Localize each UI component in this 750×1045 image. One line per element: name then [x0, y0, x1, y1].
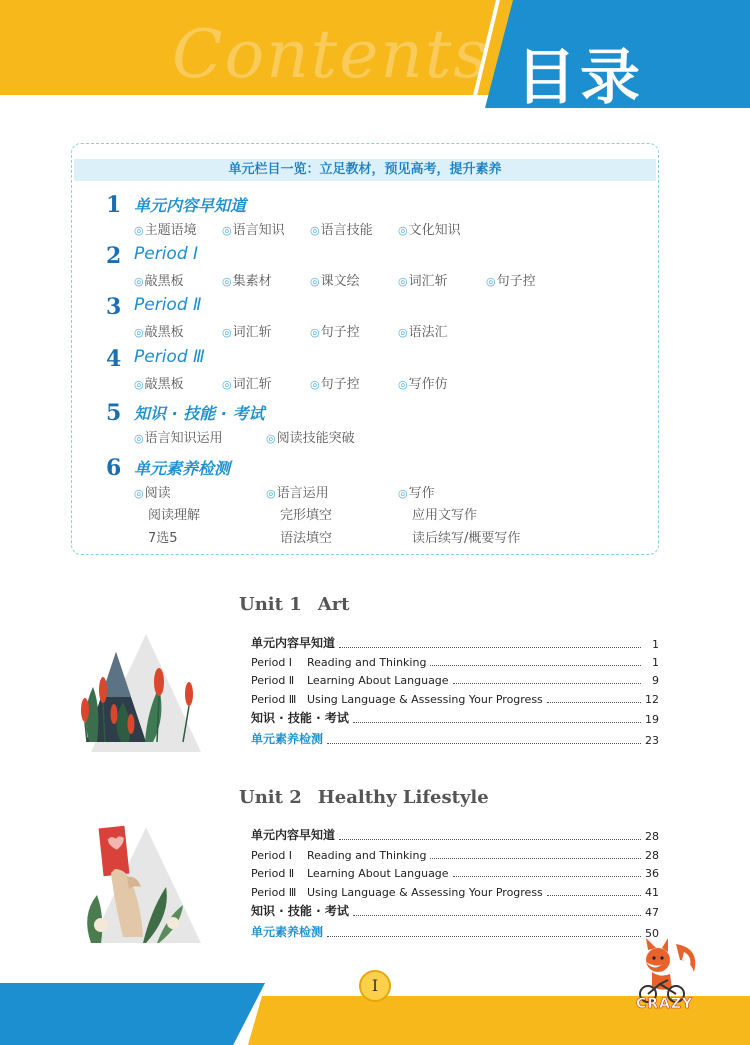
toc-period: Period Ⅱ — [251, 674, 295, 687]
toc-period: Period Ⅰ — [251, 849, 293, 862]
bullet-icon: ◎ — [398, 326, 408, 339]
list-item: ◎词汇斩 — [398, 274, 448, 289]
section-items — [134, 373, 654, 391]
toc-label: Period Ⅲ Using Language & Assessing Your Progress — [251, 886, 543, 899]
toc-row[interactable] — [251, 712, 659, 726]
unit-2-title — [239, 787, 489, 808]
bullet-icon: ◎ — [398, 487, 408, 500]
toc-page: 50 — [645, 927, 659, 940]
section-items — [134, 482, 654, 500]
bullet-icon: ◎ — [222, 275, 232, 288]
toc-label: 单元内容早知道 — [251, 828, 336, 842]
toc-page: 47 — [645, 906, 659, 919]
list-item: ◎句子控 — [310, 377, 360, 392]
toc-label: 知识 · 技能 · 考试 — [251, 904, 349, 918]
page-header — [0, 0, 750, 110]
list-item: ◎敲黑板 — [134, 325, 184, 340]
toc-period: Period Ⅱ — [251, 867, 295, 880]
list-item: ◎写作 — [398, 486, 435, 501]
bullet-icon: ◎ — [266, 432, 276, 445]
section-number: 6 — [106, 455, 122, 481]
leader-dots — [339, 839, 641, 840]
list-item: ◎句子控 — [486, 274, 536, 289]
unit-label: Unit 1 — [239, 594, 302, 615]
bullet-icon: ◎ — [310, 224, 320, 237]
footer-blue-band — [0, 983, 265, 1045]
toc-label: 单元素养检测 — [251, 732, 324, 746]
list-item: ◎语言技能 — [310, 223, 373, 238]
toc-row[interactable] — [251, 733, 659, 747]
leader-dots — [547, 702, 641, 703]
toc-label: 单元内容早知道 — [251, 636, 336, 650]
list-item: ◎敲黑板 — [134, 274, 184, 289]
leader-dots — [353, 915, 641, 916]
overview-heading: 单元栏目一览：立足教材，预见高考，提升素养 — [74, 159, 656, 181]
unit-2-illustration — [71, 825, 201, 945]
leader-dots — [453, 683, 641, 684]
toc-row[interactable] — [251, 885, 659, 899]
toc-row[interactable] — [251, 637, 659, 651]
sub-item: 语法填空 — [280, 531, 333, 546]
toc-label: Period Ⅰ Reading and Thinking — [251, 656, 427, 669]
list-item: ◎阅读技能突破 — [266, 431, 355, 446]
toc-row[interactable] — [251, 926, 659, 940]
leader-dots — [430, 858, 641, 859]
bullet-icon: ◎ — [398, 378, 408, 391]
toc-row[interactable] — [251, 829, 659, 843]
toc-row[interactable] — [251, 655, 659, 669]
section-items — [134, 321, 654, 339]
bullet-icon: ◎ — [222, 378, 232, 391]
list-item: ◎写作仿 — [398, 377, 448, 392]
toc-page: 23 — [645, 734, 659, 747]
leader-dots — [353, 722, 641, 723]
section-number: 4 — [106, 346, 122, 372]
toc-label: 知识 · 技能 · 考试 — [251, 711, 349, 725]
section-title: Period Ⅱ — [134, 295, 202, 315]
toc-period: Period Ⅲ — [251, 693, 297, 706]
toc-period: Period Ⅲ — [251, 886, 297, 899]
toc-row[interactable] — [251, 866, 659, 880]
sub-item: 读后续写/概要写作 — [412, 531, 521, 546]
list-item: ◎集素材 — [222, 274, 272, 289]
leader-dots — [339, 647, 641, 648]
list-item: ◎语法汇 — [398, 325, 448, 340]
toc-label: Period Ⅲ Using Language & Assessing Your Progress — [251, 693, 543, 706]
list-item: ◎敲黑板 — [134, 377, 184, 392]
section-title: Period Ⅰ — [134, 244, 199, 264]
unit-1-title — [239, 594, 350, 615]
list-item: ◎语言知识 — [222, 223, 285, 238]
section-title: 知识 · 技能 · 考试 — [134, 404, 265, 423]
bullet-icon: ◎ — [398, 275, 408, 288]
toc-label: Period Ⅱ Learning About Language — [251, 674, 449, 687]
page-number: Ⅰ — [359, 970, 391, 1002]
sub-item: 应用文写作 — [412, 508, 478, 523]
section-title: 单元素养检测 — [134, 459, 231, 478]
list-item: ◎语言运用 — [266, 486, 329, 501]
list-item: ◎文化知识 — [398, 223, 461, 238]
toc-page: 1 — [652, 638, 659, 651]
bullet-icon: ◎ — [134, 224, 144, 237]
bullet-icon: ◎ — [134, 487, 144, 500]
bullet-icon: ◎ — [266, 487, 276, 500]
unit-name: Healthy Lifestyle — [317, 787, 489, 808]
bullet-icon: ◎ — [310, 275, 320, 288]
leader-dots — [547, 895, 641, 896]
list-item: ◎词汇斩 — [222, 377, 272, 392]
bullet-icon: ◎ — [134, 326, 144, 339]
toc-page: 36 — [645, 867, 659, 880]
list-item: ◎句子控 — [310, 325, 360, 340]
section-items — [134, 270, 654, 288]
list-item: ◎主题语境 — [134, 223, 197, 238]
contents-watermark: Contents — [172, 16, 490, 93]
toc-label: Period Ⅱ Learning About Language — [251, 867, 449, 880]
toc-row[interactable] — [251, 692, 659, 706]
list-item: ◎阅读 — [134, 486, 171, 501]
section-number: 2 — [106, 243, 122, 269]
toc-row[interactable] — [251, 673, 659, 687]
leader-dots — [327, 936, 641, 937]
section-number: 5 — [106, 400, 122, 426]
section-title: Period Ⅲ — [134, 347, 205, 367]
unit-1-illustration — [71, 632, 201, 752]
unit-overview-box — [71, 143, 659, 555]
toc-page: 28 — [645, 849, 659, 862]
unit-name: Art — [317, 594, 350, 615]
bullet-icon: ◎ — [398, 224, 408, 237]
toc-page: 19 — [645, 713, 659, 726]
toc-page: 1 — [652, 656, 659, 669]
toc-page: 28 — [645, 830, 659, 843]
section-number: 3 — [106, 294, 122, 320]
leader-dots — [430, 665, 641, 666]
toc-page: 12 — [645, 693, 659, 706]
section-items — [134, 427, 654, 445]
leader-dots — [453, 876, 641, 877]
leader-dots — [327, 743, 641, 744]
bullet-icon: ◎ — [486, 275, 496, 288]
bullet-icon: ◎ — [134, 432, 144, 445]
sub-item: 完形填空 — [280, 508, 333, 523]
toc-page: 9 — [652, 674, 659, 687]
bullet-icon: ◎ — [134, 275, 144, 288]
section-items — [134, 219, 654, 237]
bullet-icon: ◎ — [222, 326, 232, 339]
section-number: 1 — [106, 192, 122, 218]
bullet-icon: ◎ — [310, 326, 320, 339]
toc-period: Period Ⅰ — [251, 656, 293, 669]
bullet-icon: ◎ — [310, 378, 320, 391]
page-title: 目录 — [516, 43, 644, 110]
toc-row[interactable] — [251, 848, 659, 862]
sub-item: 阅读理解 — [148, 508, 201, 523]
toc-label: 单元素养检测 — [251, 925, 324, 939]
mascot-label: CRAZY — [636, 996, 694, 1012]
bullet-icon: ◎ — [134, 378, 144, 391]
toc-label: Period Ⅰ Reading and Thinking — [251, 849, 427, 862]
sub-item: 7选5 — [148, 531, 178, 546]
list-item: ◎语言知识运用 — [134, 431, 223, 446]
unit-label: Unit 2 — [239, 787, 302, 808]
list-item: ◎课文绘 — [310, 274, 360, 289]
section-title: 单元内容早知道 — [134, 196, 247, 215]
toc-page: 41 — [645, 886, 659, 899]
list-item: ◎词汇斩 — [222, 325, 272, 340]
toc-row[interactable] — [251, 905, 659, 919]
bullet-icon: ◎ — [222, 224, 232, 237]
